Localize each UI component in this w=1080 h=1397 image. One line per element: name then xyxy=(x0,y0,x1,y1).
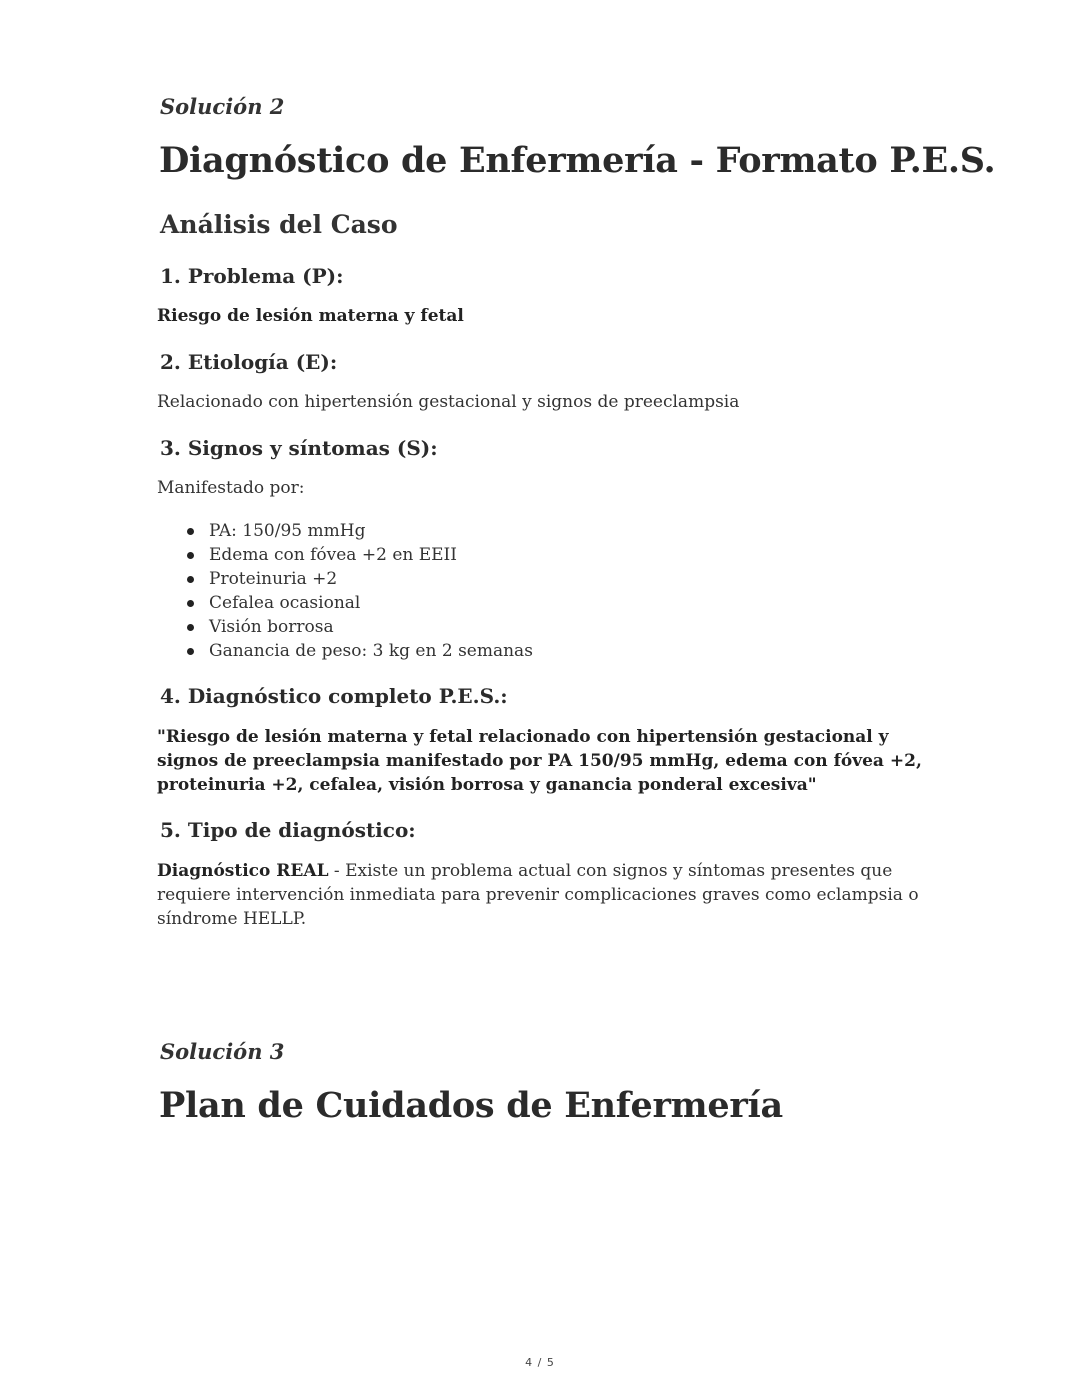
list-item xyxy=(187,591,533,615)
diagnosis-type-heading: 5. Tipo de diagnóstico: xyxy=(160,818,416,842)
bullet-icon xyxy=(187,576,194,583)
bullet-icon xyxy=(187,624,194,631)
list-item xyxy=(187,519,533,543)
problem-text: Riesgo de lesión materna y fetal xyxy=(157,306,464,326)
diagnosis-type-paragraph xyxy=(157,859,927,931)
case-analysis-heading: Análisis del Caso xyxy=(160,210,398,239)
list-item-text: Edema con fóvea +2 en EEII xyxy=(209,545,457,565)
list-item xyxy=(187,639,533,663)
bullet-icon xyxy=(187,552,194,559)
solution-3-title: Plan de Cuidados de Enfermería xyxy=(159,1085,783,1126)
list-item-text: PA: 150/95 mmHg xyxy=(209,521,366,541)
full-diagnosis-text: "Riesgo de lesión materna y fetal relacionado con hipertensión gestacional y signos de preeclampsia manifestado por PA 150/95 mmHg, edema con fóvea +2, proteinuria +2, cefalea, visión borrosa y ganancia ponderal excesiva" xyxy=(157,727,922,795)
etiology-heading: 2. Etiología (E): xyxy=(160,350,338,374)
list-item xyxy=(187,615,533,639)
bullet-icon xyxy=(187,528,194,535)
list-item xyxy=(187,543,533,567)
problem-heading: 1. Problema (P): xyxy=(160,264,344,288)
list-item-text: Proteinuria +2 xyxy=(209,569,338,589)
bullet-icon xyxy=(187,600,194,607)
signs-list xyxy=(187,519,533,663)
list-item-text: Ganancia de peso: 3 kg en 2 semanas xyxy=(209,641,533,661)
diagnosis-type-text: - Existe un problema actual con signos y síntomas presentes que requiere intervención inmediata para prevenir complicaciones graves como eclampsia o síndrome HELLP. xyxy=(157,861,919,929)
solution-3-label: Solución 3 xyxy=(160,1039,285,1064)
etiology-text: Relacionado con hipertensión gestacional y signos de preeclampsia xyxy=(157,392,740,412)
solution-2-title: Diagnóstico de Enfermería - Formato P.E.S. xyxy=(159,140,996,181)
solution-2-label: Solución 2 xyxy=(160,94,285,119)
list-item-text: Cefalea ocasional xyxy=(209,593,361,613)
diagnosis-type-lead: Diagnóstico REAL xyxy=(157,861,329,881)
list-item xyxy=(187,567,533,591)
list-item-text: Visión borrosa xyxy=(209,617,334,637)
bullet-icon xyxy=(187,648,194,655)
page-number: 4 / 5 xyxy=(525,1356,555,1369)
full-diagnosis-heading: 4. Diagnóstico completo P.E.S.: xyxy=(160,684,508,708)
signs-heading: 3. Signos y síntomas (S): xyxy=(160,436,438,460)
signs-intro: Manifestado por: xyxy=(157,478,305,498)
